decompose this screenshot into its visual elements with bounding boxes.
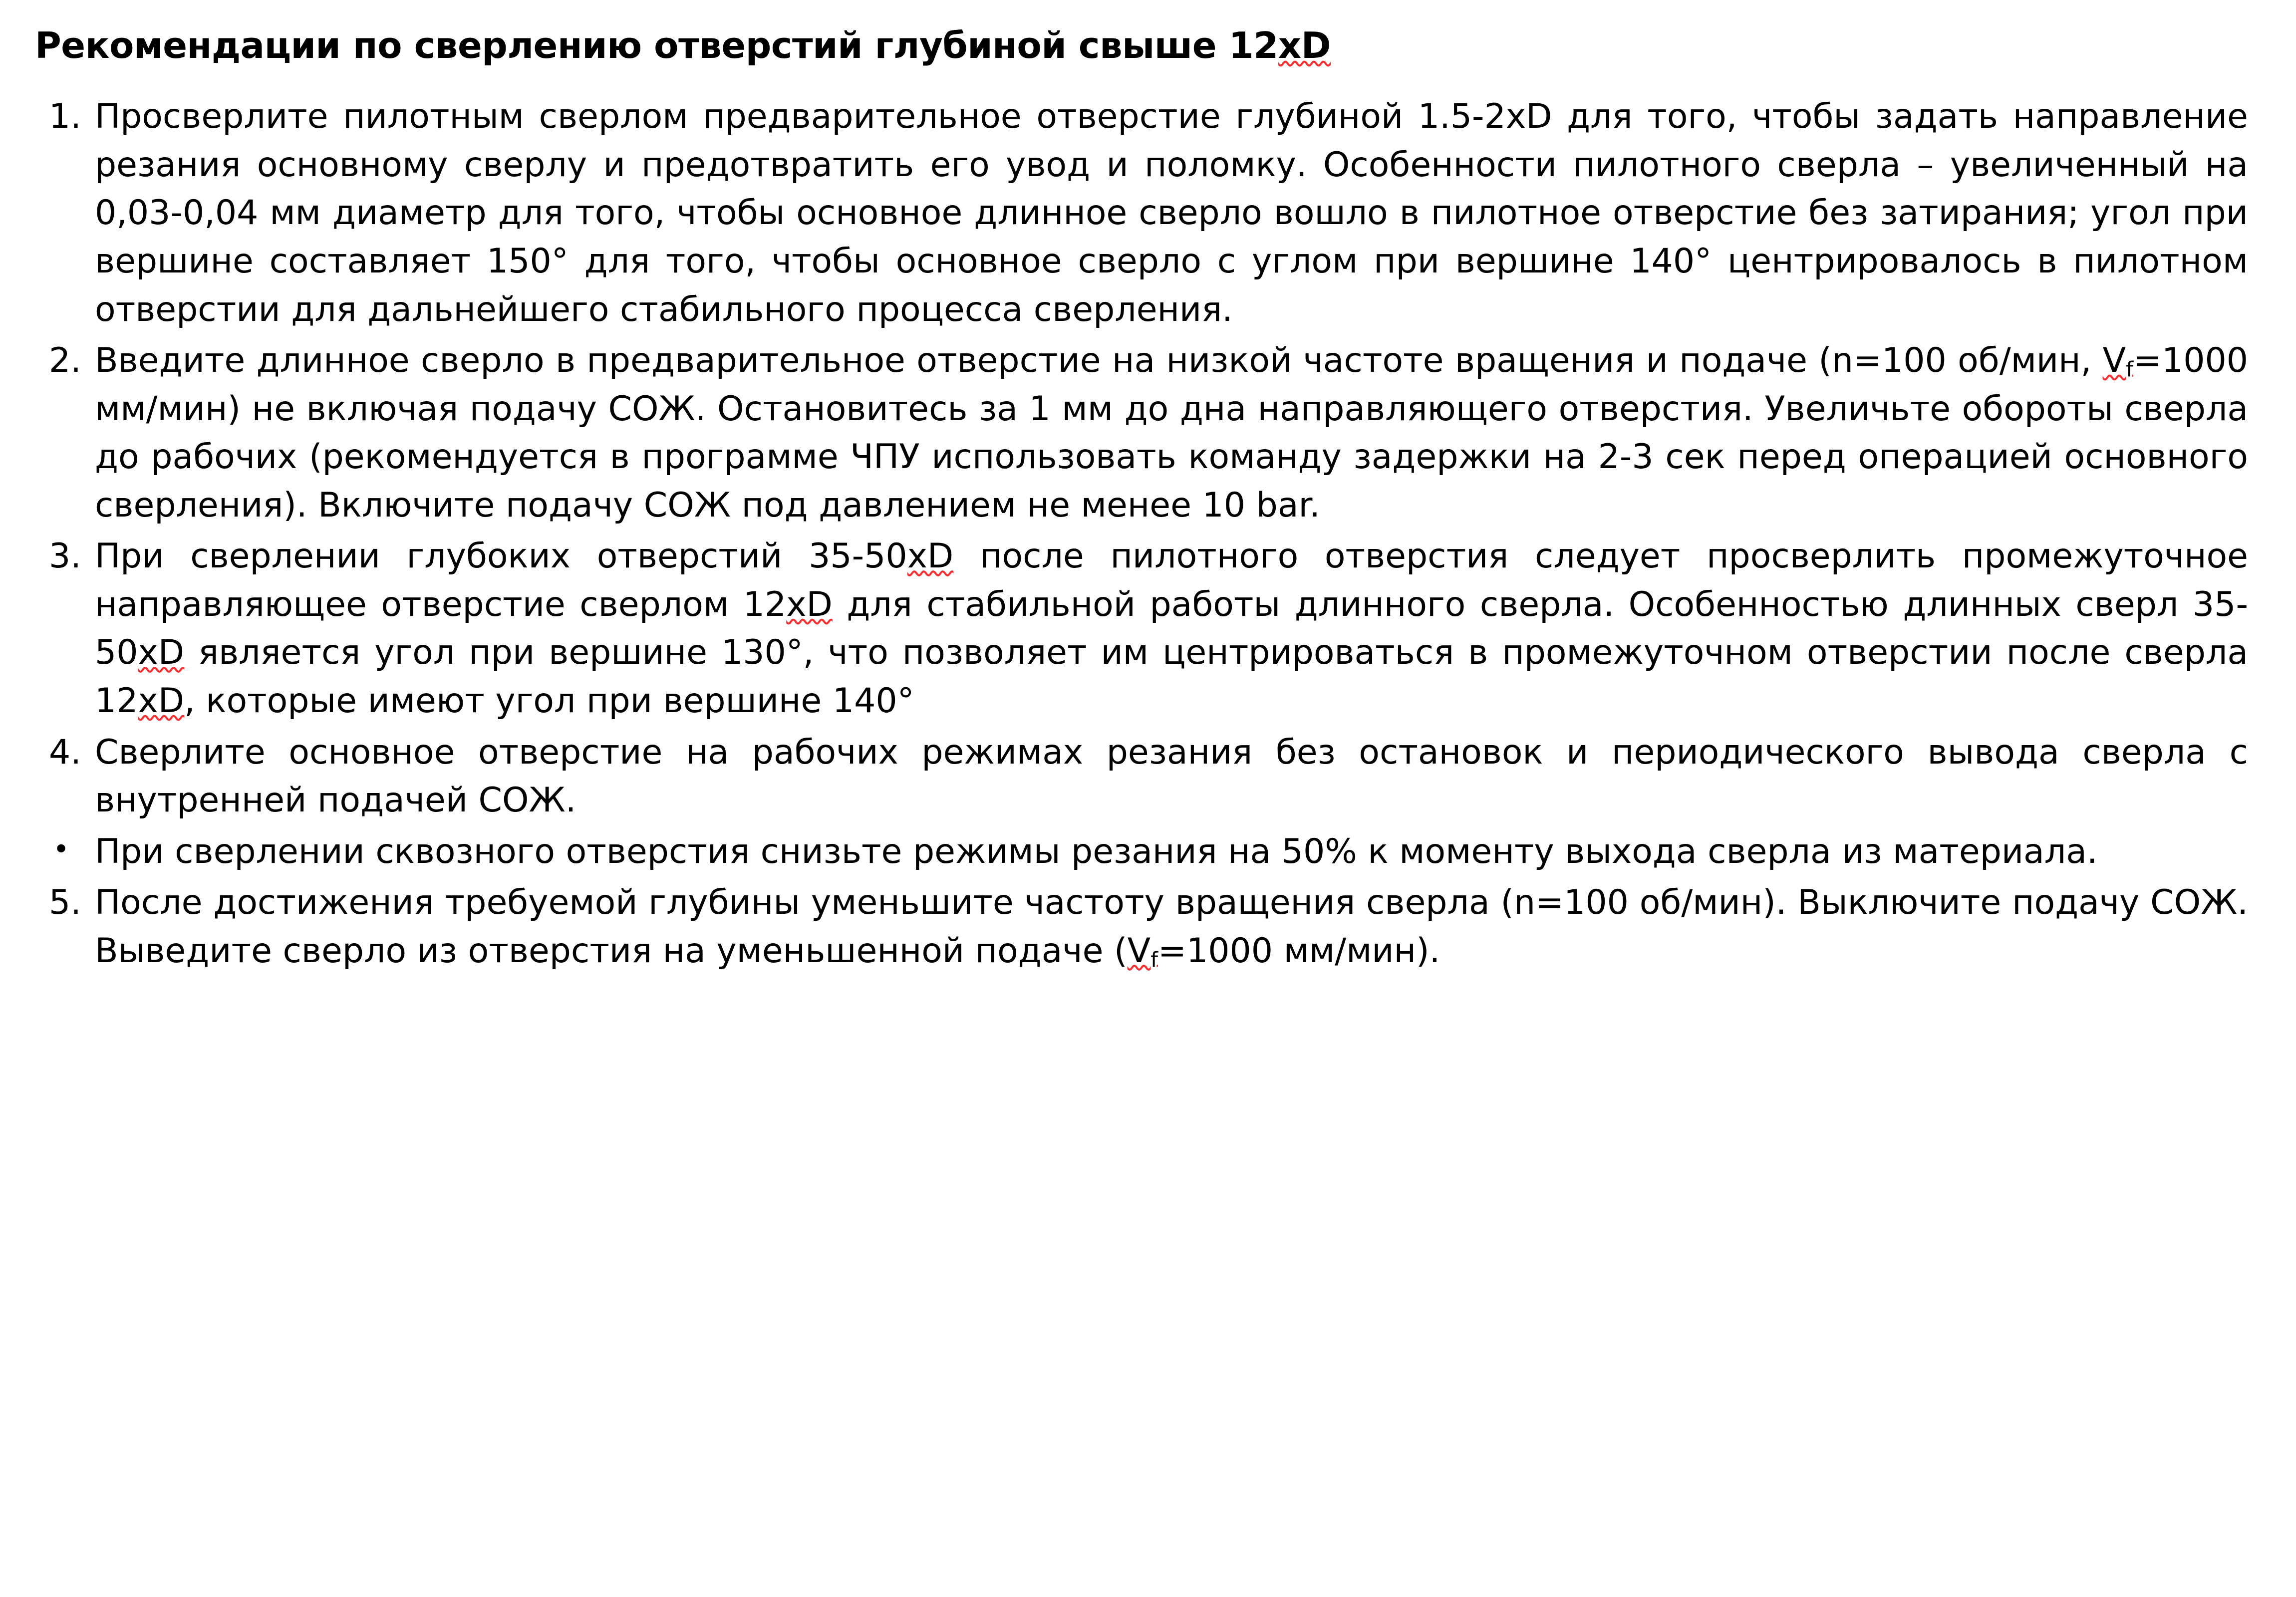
list-item-text: Введите длинное сверло в предварительное отверстие на низкой частоте вращения и подаче (n=100 об/мин, $V_f=1000$ мм/мин) не включая подачу СОЖ. Остановитесь за 1 мм до дна направляющего отверстия. Увеличьте обороты сверла до рабочих (рекомендуется в программе ЧПУ использовать команду задержки на 2-3 сек перед операцией основного сверления). Включите подачу СОЖ под давлением не менее 10 bar. (95, 341, 2248, 525)
spellcheck-underline: xD (138, 633, 185, 673)
spellcheck-underline: xD (138, 681, 185, 721)
list-item-marker: 5. (49, 883, 81, 923)
page-title: Рекомендации по сверлению отверстий глубиной свыше 12xD (35, 24, 1331, 66)
list-item (35, 729, 2248, 825)
spellcheck-underline: $V_f$ (2102, 341, 2133, 382)
spellcheck-underline: xD (907, 536, 954, 576)
list-item-text: При сверлении глубоких отверстий 35-50xD после пилотного отверстия следует просверлить промежуточное направляющее отверстие сверлом 12xD для стабильной работы длинного сверла. Особенностью длинных сверл 35-50xD является угол при вершине 130°, что позволяет им центрироваться в промежуточном отверстии после сверла 12xD, которые имеют угол при вершине 140° (95, 536, 2248, 721)
list-item-marker: 2. (49, 341, 81, 381)
list-item-text: При сверлении сквозного отверстия снизьте режимы резания на 50% к моменту выхода сверла из материала. (95, 831, 2098, 871)
list-item (35, 93, 2248, 334)
list-item (35, 337, 2248, 530)
list-item-marker: • (53, 833, 70, 866)
list-item-marker: 1. (49, 97, 81, 137)
spellcheck-underline: $V_f$ (1127, 931, 1158, 972)
list-item-marker: 4. (49, 732, 81, 772)
list-item-marker: 3. (49, 536, 81, 576)
spellcheck-underline: xD (786, 584, 833, 624)
list-item (35, 828, 2248, 876)
spellcheck-underline: xD (1278, 24, 1331, 66)
recommendations-list (35, 93, 2248, 975)
list-item (35, 532, 2248, 725)
list-item-text: После достижения требуемой глубины уменьшите частоту вращения сверла (n=100 об/мин). Выключите подачу СОЖ. Выведите сверло из отверстия на уменьшенной подаче ($V_f=1000$ мм/мин). (95, 883, 2248, 972)
list-item (35, 879, 2248, 975)
list-item-text: Просверлите пилотным сверлом предварительное отверстие глубиной 1.5-2xD для того, чтобы задать направление резания основному сверлу и предотвратить его увод и поломку. Особенности пилотного сверла – увеличенный на 0,03-0,04 мм диаметр для того, чтобы основное длинное сверло вошло в пилотное отверстие без затирания; угол при вершине составляет 150° для того, чтобы основное сверло с углом при вершине 140° центрировалось в пилотном отверстии для дальнейшего стабильного процесса сверления. (95, 97, 2248, 329)
list-item-text: Сверлите основное отверстие на рабочих режимах резания без остановок и периодического вывода сверла с внутренней подачей СОЖ. (95, 732, 2248, 820)
